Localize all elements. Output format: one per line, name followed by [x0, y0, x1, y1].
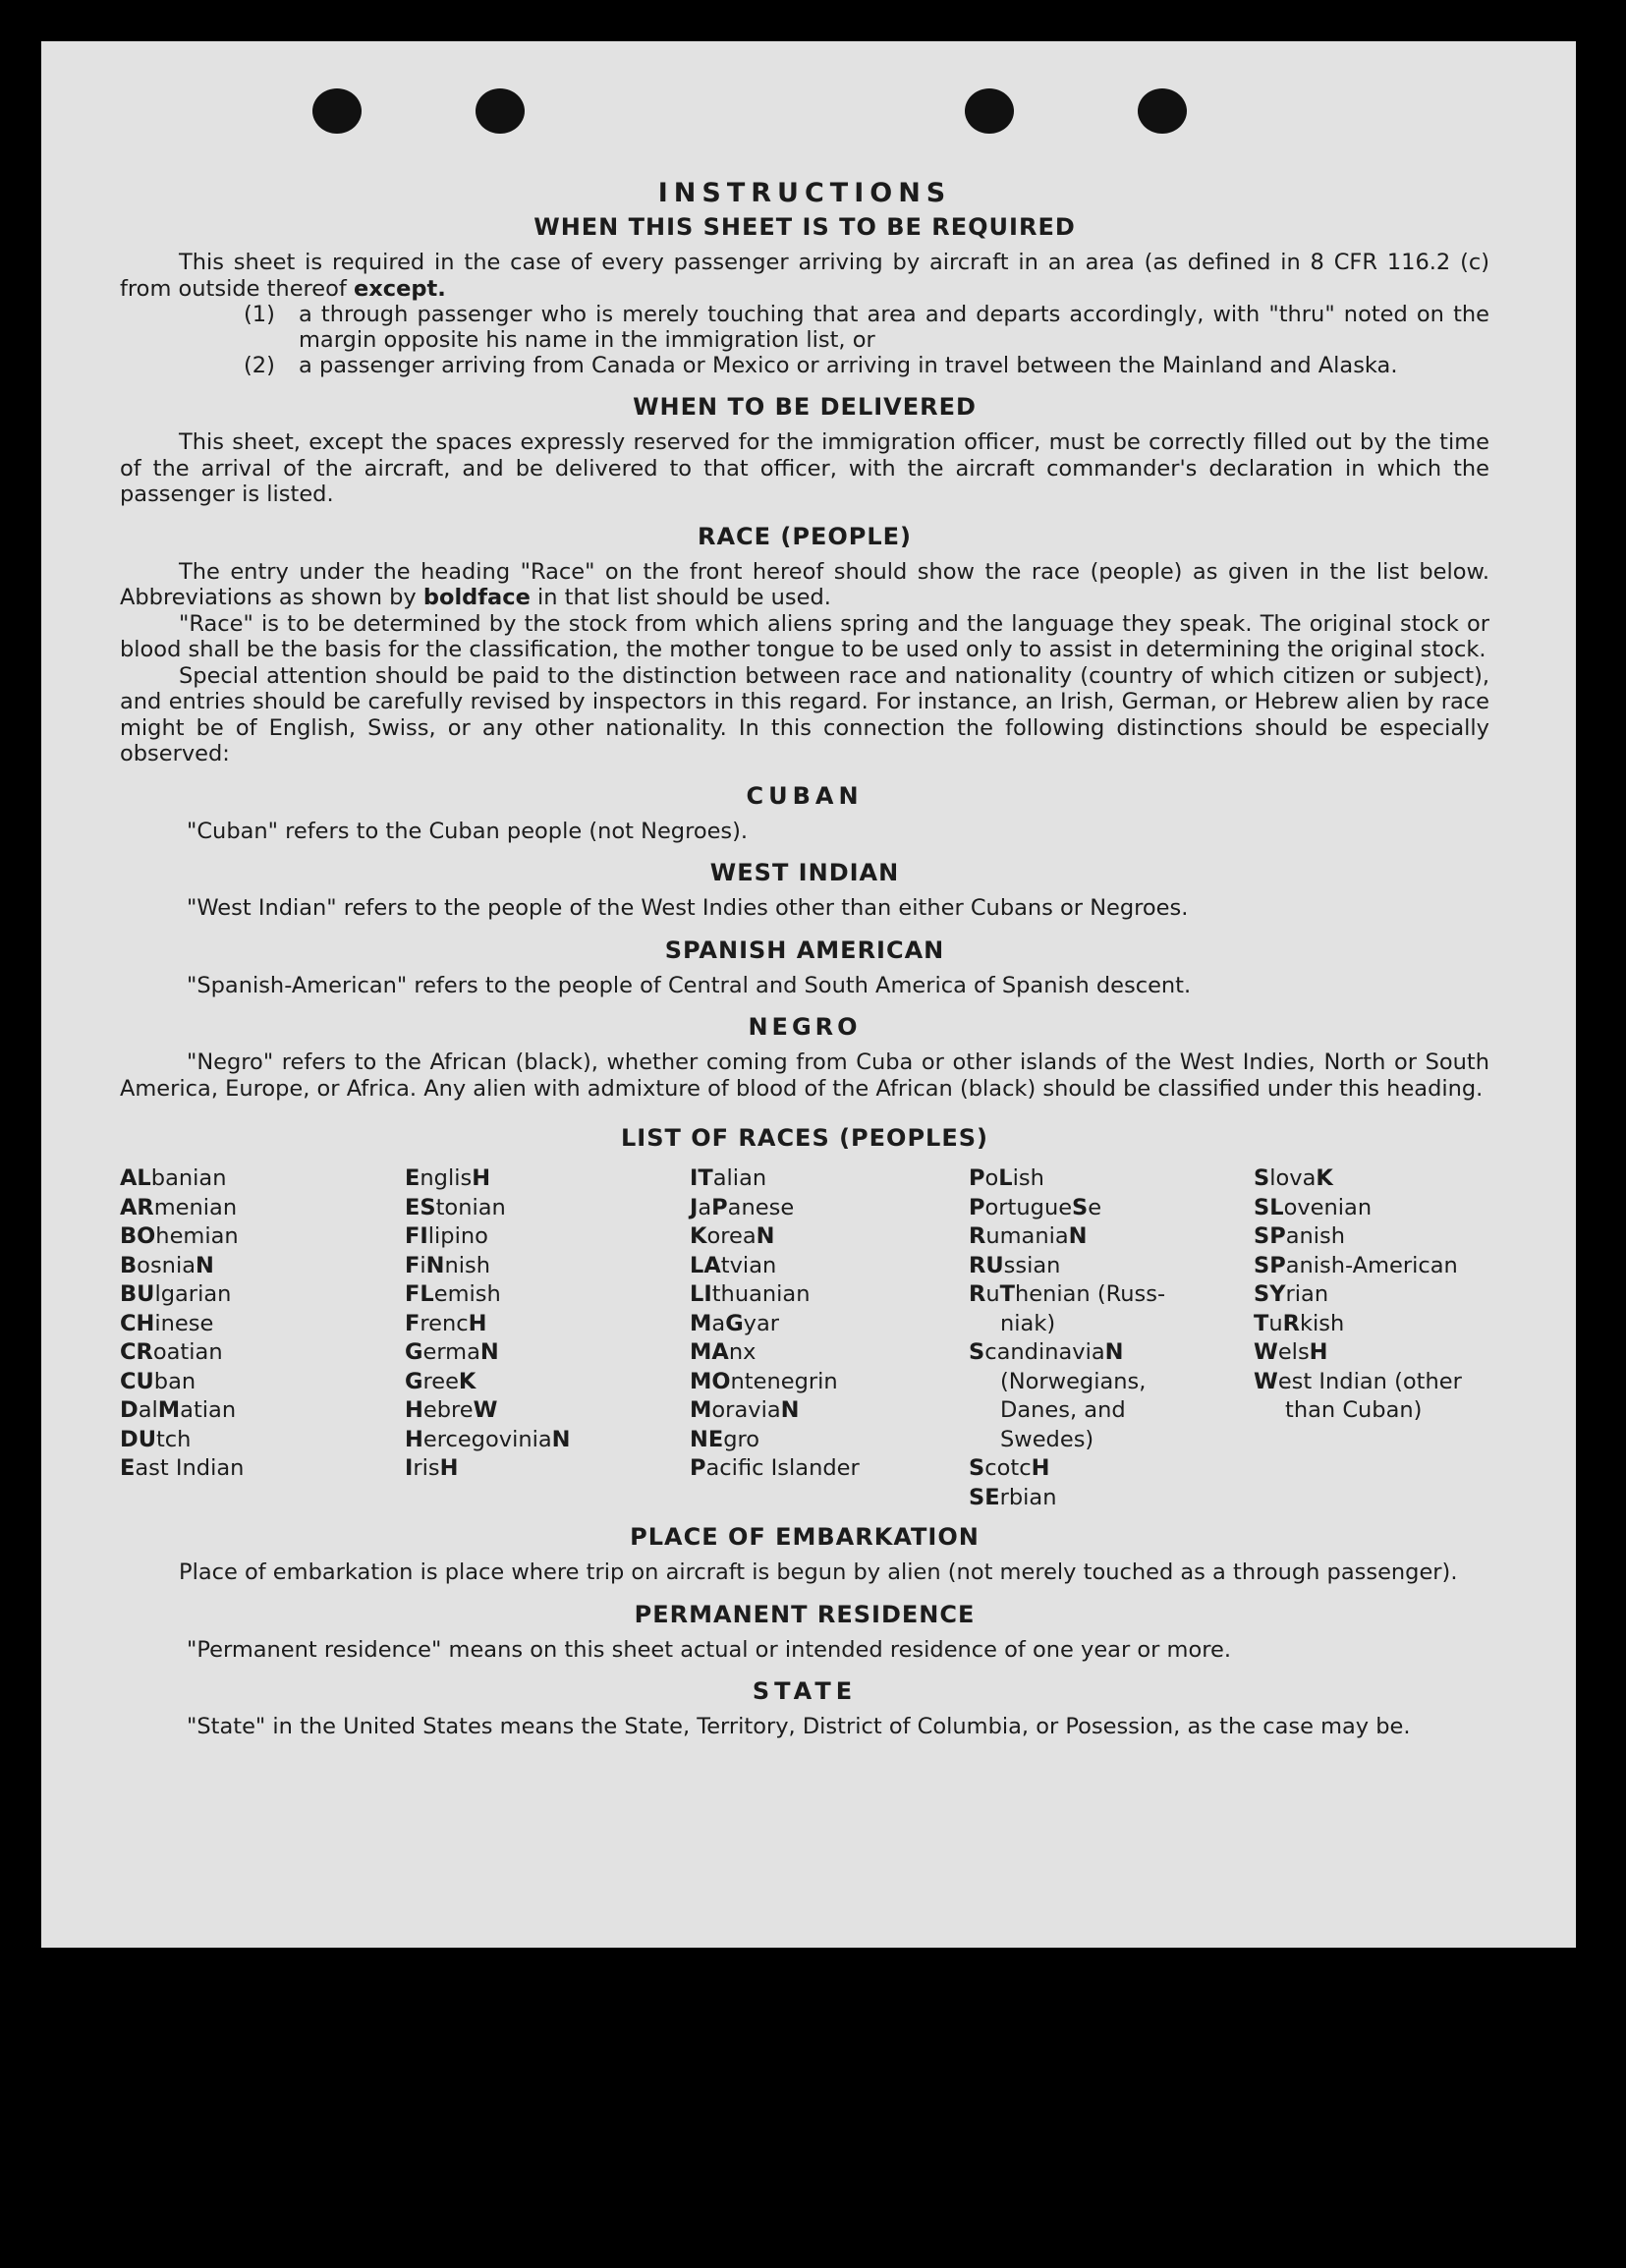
race-entry: SPanish [1254, 1223, 1346, 1249]
race-entry: SPanish-American [1254, 1252, 1458, 1278]
race-entry: MAnx [690, 1339, 757, 1365]
race-entry: ScotcH [969, 1455, 1050, 1481]
race-entry: SErbian [969, 1484, 1057, 1510]
race-entry: RuThenian (Russ- [969, 1281, 1166, 1307]
races-list [120, 1164, 1489, 1512]
race-entry: ScandinaviaN [969, 1339, 1124, 1365]
race-entry: FIlipino [405, 1223, 488, 1249]
section-heading-race: RACE (PEOPLE) [697, 522, 913, 550]
punch-hole [1138, 88, 1187, 134]
state-text: "State" in the United States means the State, Territory, District of Columbia, or Posession, as the case may be. [187, 1714, 1411, 1739]
race-paragraph-3: Special attention should be paid to the distinction between race and nationality (country of which citizen or subject), and entries should be carefully revised by inspectors in this regard. For instance, an Irish, German, or Hebrew alien by race might be of English, Swiss, or any other nationality. In this connection the following distinctions should be especially observed: [120, 662, 1489, 766]
races-column [690, 1164, 969, 1512]
race-paragraph-1: The entry under the heading "Race" on the front hereof should show the race (people) as given in the list below. Abbreviations as shown by boldface in that list should be used. [120, 558, 1489, 610]
race-entry: NEgro [690, 1426, 760, 1452]
section-heading-delivered: WHEN TO BE DELIVERED [633, 393, 977, 421]
section-heading-state: STATE [752, 1677, 858, 1705]
section-heading-west-indian: WEST INDIAN [709, 859, 900, 886]
punch-hole [965, 88, 1014, 134]
race-entry: FiNnish [405, 1252, 491, 1278]
race-entry: HebreW [405, 1397, 498, 1423]
residence-text: "Permanent residence" means on this sheet actual or intended residence of one year or more. [187, 1636, 1231, 1663]
section-heading-cuban: CUBAN [746, 781, 864, 810]
race-entry: PortugueSe [969, 1194, 1102, 1220]
race-entry: EStonian [405, 1194, 506, 1220]
required-item: (2) a passenger arriving from Canada or Mexico or arriving in travel between the Mainland and Alaska. [244, 353, 1398, 378]
section-heading-embarkation: PLACE OF EMBARKATION [630, 1523, 980, 1551]
race-entry: West Indian (other [1254, 1368, 1462, 1394]
races-column [120, 1164, 405, 1512]
race-entry: ITalian [690, 1165, 767, 1191]
race-entry: EnglisH [405, 1165, 491, 1191]
race-entry: BUlgarian [120, 1281, 232, 1307]
race-entry: BosniaN [120, 1252, 214, 1278]
race-entry: IrisH [405, 1455, 459, 1481]
section-heading-negro: NEGRO [748, 1013, 862, 1041]
race-entry: Pacifc Islander [690, 1455, 860, 1481]
race-entry: RUssian [969, 1252, 1061, 1278]
section-heading-list-of-races: LIST OF RACES (PEOPLES) [621, 1124, 988, 1152]
cuban-text: "Cuban" refers to the Cuban people (not Negroes). [187, 818, 749, 844]
race-entry: SLovenian [1254, 1194, 1373, 1220]
race-entry: MOntenegrin [690, 1368, 838, 1394]
race-entry: SYrian [1254, 1281, 1329, 1307]
sheet-content [120, 179, 1489, 1740]
races-column [405, 1164, 690, 1512]
race-entry: MoraviaN [690, 1397, 800, 1423]
race-entry: (Norwegians, [1000, 1368, 1147, 1394]
race-entry: RumaniaN [969, 1223, 1088, 1249]
races-column [1254, 1164, 1480, 1512]
negro-text: "Negro" refers to the African (black), whether coming from Cuba or other islands of the West Indies, North or South America, Europe, or Africa. Any alien with admixture of blood of the African (black) should be classified under this heading. [120, 1049, 1489, 1102]
section-heading-spanish-american: SPANISH AMERICAN [664, 936, 945, 964]
race-entry: GreeK [405, 1368, 477, 1394]
punch-hole [312, 88, 362, 134]
race-entry: LAtvian [690, 1252, 777, 1278]
race-entry: PoLish [969, 1165, 1044, 1191]
race-entry: HercegoviniaN [405, 1426, 571, 1452]
race-entry: CRoatian [120, 1339, 223, 1365]
race-entry: Swedes) [1000, 1426, 1094, 1452]
race-entry: MaGyar [690, 1310, 780, 1336]
race-paragraph-2: "Race" is to be determined by the stock from which aliens spring and the language they speak. The original stock or blood shall be the basis for the classification, the mother tongue to be used only to assist in determining the original stock. [120, 610, 1489, 662]
race-entry: SlovaK [1254, 1165, 1333, 1191]
embarkation-text: Place of embarkation is place where trip on aircraft is begun by alien (not merely touched as a through passenger). [179, 1559, 1458, 1585]
west-indian-text: "West Indian" refers to the people of the West Indies other than either Cubans or Negroes. [187, 895, 1189, 921]
race-entry: ARmenian [120, 1194, 238, 1220]
race-entry: JaPanese [690, 1194, 795, 1220]
required-intro: This sheet is required in the case of every passenger arriving by aircraft in an area (as defined in 8 CFR 116.2 (c) from outside thereof except. [120, 250, 1489, 302]
race-entry: than Cuban) [1285, 1397, 1423, 1423]
punch-hole [476, 88, 525, 134]
page-title: INSTRUCTIONS [657, 178, 952, 208]
section-heading-required: WHEN THIS SHEET IS TO BE REQUIRED [533, 213, 1076, 241]
race-entry: CHinese [120, 1310, 214, 1336]
race-entry: LIthuanian [690, 1281, 811, 1307]
instruction-sheet [41, 41, 1576, 1948]
race-entry: BOhemian [120, 1223, 239, 1249]
race-entry: ALbanian [120, 1165, 227, 1191]
race-entry: East Indian [120, 1455, 245, 1481]
race-entry: DUtch [120, 1426, 192, 1452]
race-entry: niak) [1000, 1310, 1056, 1336]
race-entry: GermaN [405, 1339, 499, 1365]
race-entry: KoreaN [690, 1223, 775, 1249]
section-heading-residence: PERMANENT RESIDENCE [634, 1600, 976, 1628]
races-column [969, 1164, 1254, 1512]
race-entry: Danes, and [1000, 1397, 1126, 1423]
race-entry: DalMatian [120, 1397, 237, 1423]
required-item: (1) a through passenger who is merely touching that area and departs accordingly, with "thru" noted on the margin opposite his name in the immigration list, or [244, 302, 1489, 353]
race-entry: FLemish [405, 1281, 501, 1307]
race-entry: FrencH [405, 1310, 487, 1336]
race-entry: CUban [120, 1368, 196, 1394]
race-entry: WelsH [1254, 1339, 1328, 1365]
delivered-text: This sheet, except the spaces expressly reserved for the immigration officer, must be correctly filled out by the time of the arrival of the aircraft, and be delivered to that officer, with the aircraft commander's declaration in which the passenger is listed. [120, 429, 1489, 507]
race-entry: TuRkish [1254, 1310, 1345, 1336]
spanish-american-text: "Spanish-American" refers to the people of Central and South America of Spanish descent. [187, 972, 1192, 998]
